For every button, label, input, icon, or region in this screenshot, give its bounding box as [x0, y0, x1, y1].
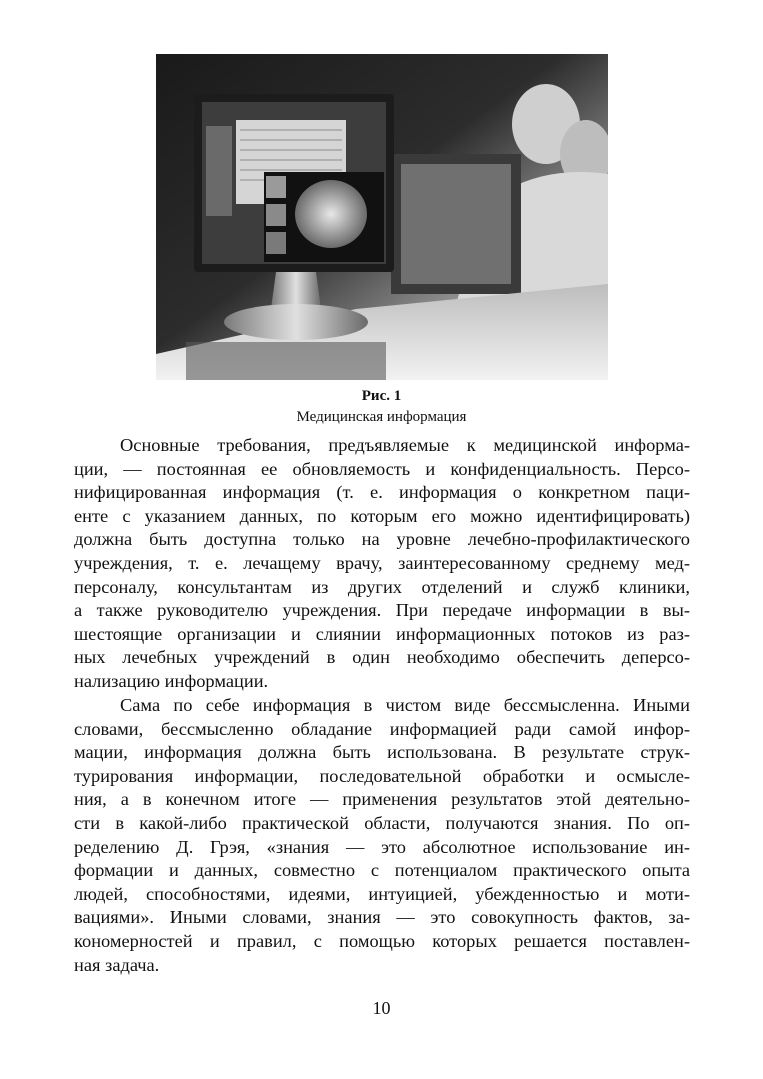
text-line: Сама по себе информация в чистом виде бессмысленна. Иными	[120, 695, 690, 715]
text-line: Основные требования, предъявляемые к медицинской информа-	[120, 435, 690, 455]
figure-number: Рис. 1	[361, 388, 402, 404]
text-line: енте с указанием данных, по которым его можно идентифицировать)	[74, 505, 690, 526]
text-line: ния, а в конечном итоге — применения результатов этой деятельно-	[74, 789, 690, 810]
text-line: ределению Д. Грэя, «знания — это абсолютное использование ин-	[74, 836, 690, 857]
text-line: сти в какой-либо практической области, получаются знания. По оп-	[74, 812, 690, 833]
text-line: людей, способностями, идеями, интуицией, убежденностью и моти-	[74, 883, 690, 904]
paragraph-1	[74, 434, 690, 694]
text-line: учреждения, т. е. лечащему врачу, заинтересованному среднему мед-	[74, 552, 690, 573]
text-line: ных лечебных учреждений в один необходимо обеспечить деперсо-	[74, 647, 690, 668]
text-line: вациями». Иными словами, знания — это совокупность фактов, за-	[74, 907, 690, 928]
text-line: мации, информация должна быть использована. В результате струк-	[74, 742, 690, 763]
text-line: должна быть доступна только на уровне лечебно-профилактического	[74, 529, 690, 550]
figure-image	[156, 54, 608, 380]
text-line: ная задача.	[74, 954, 160, 975]
paragraph-2	[74, 694, 690, 977]
text-line: формации и данных, совместно с потенциалом практического опыта	[74, 860, 690, 881]
text-line: персоналу, консультантам из других отделений и служб клиники,	[74, 576, 690, 597]
text-line: кономерностей и правил, с помощью которых решается поставлен-	[74, 930, 690, 951]
page-number: 10	[372, 998, 391, 1018]
text-line: а также руководителю учреждения. При передаче информации в вы-	[74, 600, 690, 621]
figure-caption: Медицинская информация	[296, 409, 467, 425]
text-line: ции, — постоянная ее обновляемость и конфиденциальность. Персо-	[74, 458, 690, 479]
text-line: турирования информации, последовательной обработки и осмысле-	[74, 765, 690, 786]
text-line: шестоящие организации и слиянии информационных потоков из раз-	[74, 623, 690, 644]
text-line: словами, бессмысленно обладание информацией ради самой инфор-	[74, 718, 690, 739]
medical-workstation-illustration	[156, 54, 608, 380]
text-line: нализацию информации.	[74, 670, 269, 691]
text-line: нифицированная информация (т. е. информация о конкретном паци-	[74, 482, 690, 503]
